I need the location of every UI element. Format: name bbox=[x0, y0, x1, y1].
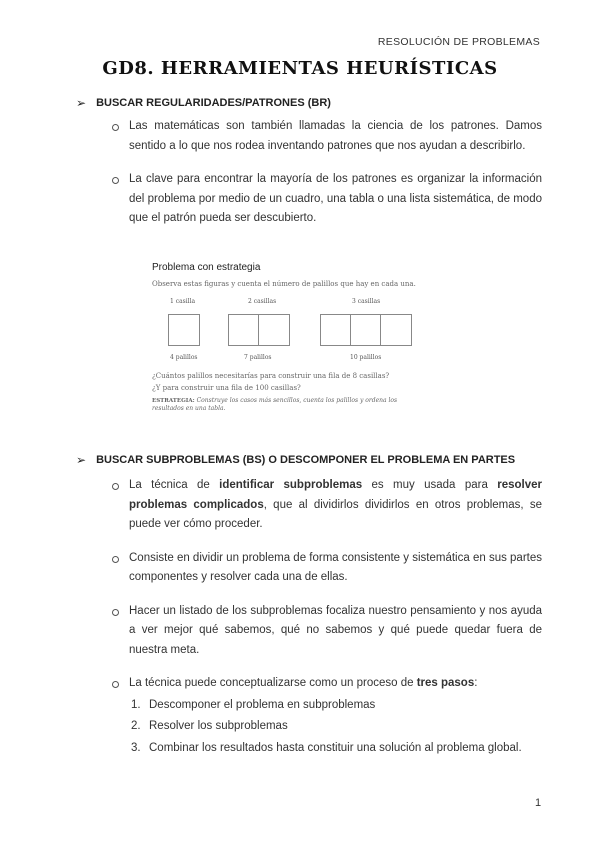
steps-list bbox=[129, 696, 542, 759]
bullet-text: La clave para encontrar la mayoría de los patrones es organizar la información del problema por medio de un cuadro, una tabla o una lista sistemática, de modo que el patrón pueda ser descubierto. bbox=[129, 173, 542, 224]
matchstick-square bbox=[258, 314, 290, 346]
arrow-bullet-icon: ➢ bbox=[76, 96, 87, 110]
step-number: 3. bbox=[131, 741, 141, 754]
list-item bbox=[112, 674, 542, 758]
list-item bbox=[112, 549, 542, 588]
list-item bbox=[112, 476, 542, 535]
section-heading-patterns bbox=[76, 96, 331, 110]
matchstick-square bbox=[228, 314, 260, 346]
figure-top-label: 3 casillas bbox=[352, 298, 381, 305]
circle-bullet-icon bbox=[112, 556, 119, 563]
step-number: 1. bbox=[131, 698, 141, 711]
figure-instruction: Observa estas figuras y cuenta el número de palillos que hay en cada una. bbox=[152, 280, 416, 288]
figure-strategy bbox=[152, 397, 422, 413]
list-item bbox=[112, 117, 542, 156]
bullet-text: es muy usada para bbox=[362, 479, 498, 491]
matchstick-square bbox=[168, 314, 200, 346]
strategy-text: Construye los casos más sencillos, cuenta los palillos y ordena los resultados en una tabla. bbox=[152, 397, 398, 412]
running-header: RESOLUCIÓN DE PROBLEMAS bbox=[377, 36, 540, 48]
section-heading-subproblems bbox=[76, 453, 515, 467]
arrow-bullet-icon: ➢ bbox=[76, 453, 87, 467]
section-heading-text: BUSCAR SUBPROBLEMAS (BS) O DESCOMPONER EL PROBLEMA EN PARTES bbox=[96, 454, 516, 466]
figure-bottom-label: 4 palillos bbox=[170, 354, 198, 361]
bold-text: resolver problemas complicados bbox=[129, 479, 542, 511]
subproblems-bullet-list bbox=[112, 476, 542, 758]
bullet-text: : bbox=[474, 677, 478, 689]
figure-bottom-label: 7 palillos bbox=[244, 354, 272, 361]
strategy-label: ESTRATEGIA: bbox=[152, 398, 195, 404]
step-item bbox=[129, 696, 542, 716]
figure-title: Problema con estrategia bbox=[152, 262, 261, 273]
step-number: 2. bbox=[131, 720, 141, 732]
step-text: Combinar los resultados hasta constituir una solución al problema global. bbox=[149, 741, 522, 754]
circle-bullet-icon bbox=[112, 609, 119, 616]
figure-question: ¿Cuántos palillos necesitarías para construir una fila de 8 casillas? bbox=[152, 372, 390, 380]
list-item bbox=[112, 170, 542, 229]
list-item bbox=[112, 602, 542, 661]
bullet-text: La técnica de bbox=[129, 479, 220, 491]
circle-bullet-icon bbox=[112, 177, 119, 184]
matchstick-square bbox=[350, 314, 382, 346]
bold-text: tres pasos bbox=[416, 677, 475, 689]
circle-bullet-icon bbox=[112, 681, 119, 688]
page-number: 1 bbox=[535, 797, 542, 809]
page-title: GD8. HERRAMIENTAS HEURÍSTICAS bbox=[102, 58, 498, 79]
step-item bbox=[129, 717, 542, 737]
strategy-problem-figure bbox=[150, 262, 425, 422]
circle-bullet-icon bbox=[112, 124, 119, 131]
bold-text: identificar subproblemas bbox=[219, 479, 363, 491]
section-heading-text: BUSCAR REGULARIDADES/PATRONES (BR) bbox=[96, 97, 331, 109]
matchstick-square bbox=[320, 314, 352, 346]
matchstick-square bbox=[380, 314, 412, 346]
figure-top-label: 2 casillas bbox=[248, 298, 277, 305]
circle-bullet-icon bbox=[112, 483, 119, 490]
figure-question: ¿Y para construir una fila de 100 casillas? bbox=[152, 384, 301, 392]
bullet-text: Las matemáticas son también llamadas la ciencia de los patrones. Damos sentido a lo que nos rodea inventando patrones que nos ayudan a describirlo. bbox=[129, 120, 542, 152]
patterns-bullet-list bbox=[112, 117, 542, 229]
bullet-text: , que al dividirlos dividirlos en otros problemas, se puede ver cómo proceder. bbox=[129, 498, 542, 530]
step-text: Resolver los subproblemas bbox=[149, 720, 288, 732]
step-text: Descomponer el problema en subproblemas bbox=[149, 698, 376, 711]
figure-top-label: 1 casilla bbox=[170, 298, 196, 305]
bullet-text: Consiste en dividir un problema de forma consistente y sistemática en sus partes componentes y resolver cada una de ellas. bbox=[129, 551, 542, 583]
figure-bottom-label: 10 palillos bbox=[350, 354, 382, 361]
step-item bbox=[129, 739, 542, 759]
bullet-text: Hacer un listado de los subproblemas focaliza nuestro pensamiento y nos ayuda a ver mejor qué sabemos, qué no sabemos y qué puede quedar fuera de nuestra meta. bbox=[129, 604, 542, 656]
bullet-text: La técnica puede conceptualizarse como un proceso de bbox=[129, 677, 417, 689]
